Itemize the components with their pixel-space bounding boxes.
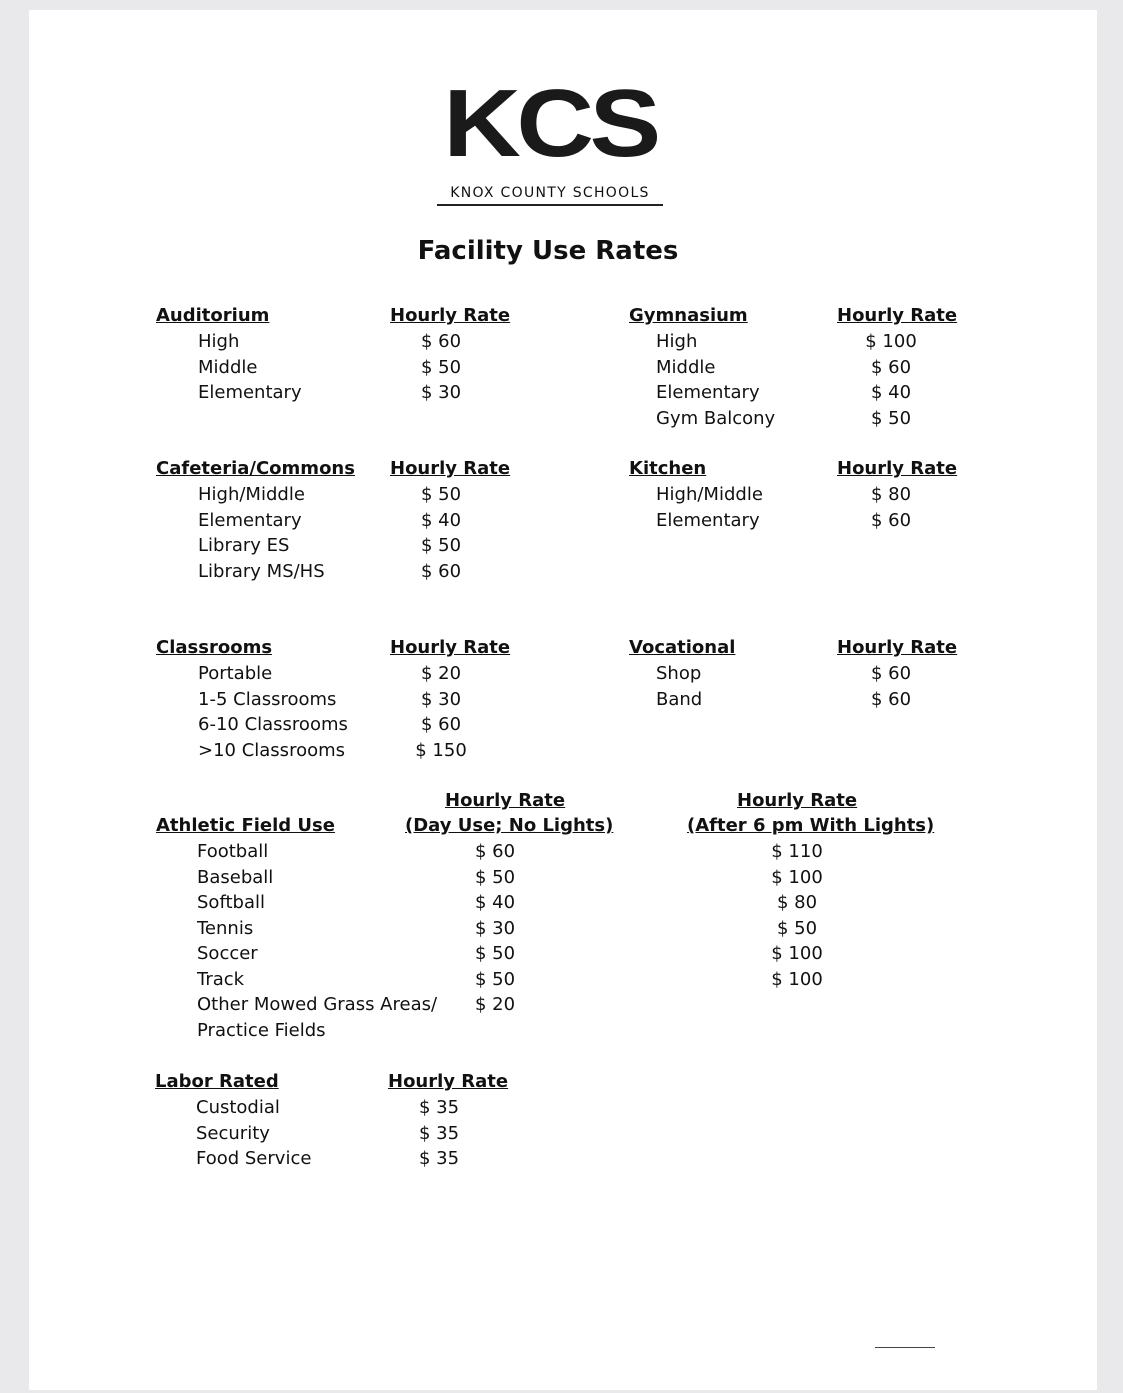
vocational-rates (858, 661, 924, 712)
list-item: Soccer (197, 943, 258, 964)
list-item: Library MS/HS (198, 560, 325, 582)
kitchen-items (656, 482, 763, 533)
rate-value: $ 30 (474, 917, 516, 939)
labor-items (196, 1095, 311, 1172)
rate-value: $ 60 (870, 663, 912, 684)
cafeteria-items (198, 482, 325, 584)
list-item: Elementary (198, 509, 302, 531)
rate-value: $ 60 (870, 509, 912, 531)
list-item: >10 Classrooms (198, 739, 346, 761)
list-item: 1-5 Classrooms (198, 688, 337, 710)
rate-value: $ 150 (415, 739, 467, 761)
list-item: High/Middle (656, 484, 763, 505)
athletic-day-rate-heading-1: Hourly Rate (445, 790, 566, 811)
rate-value: $ 30 (420, 688, 462, 710)
athletic-day-rate-heading-2: (Day Use; No Lights) (405, 815, 614, 836)
vocational-rate-heading: Hourly Rate (837, 637, 958, 658)
athletic-items (197, 839, 437, 1043)
rate-value: $ 60 (420, 714, 462, 735)
list-item: Football (197, 841, 269, 862)
kcs-logo (437, 70, 663, 206)
labor-rates (409, 1095, 469, 1172)
rate-value: $ 110 (771, 841, 823, 862)
kitchen-rates (858, 482, 924, 533)
page-title: Facility Use Rates (417, 236, 679, 266)
gymnasium-heading: Gymnasium (629, 305, 748, 326)
gymnasium-rate-heading: Hourly Rate (837, 305, 958, 326)
rate-value: $ 50 (474, 866, 516, 888)
rate-value: $ 20 (420, 663, 462, 684)
rate-value: $ 50 (870, 407, 912, 429)
rate-value: $ 100 (771, 968, 823, 990)
rate-value: $ 35 (418, 1097, 460, 1118)
labor-heading: Labor Rated (155, 1071, 279, 1092)
athletic-night-rate-heading-2: (After 6 pm With Lights) (687, 815, 935, 836)
rate-value: $ 20 (474, 994, 516, 1015)
list-item: Custodial (196, 1097, 280, 1118)
gymnasium-items (656, 329, 775, 431)
athletic-night-rate-heading-1: Hourly Rate (737, 790, 858, 811)
rate-value: $ 35 (418, 1148, 460, 1169)
cafeteria-rates (411, 482, 471, 584)
list-item: Other Mowed Grass Areas/ (197, 994, 438, 1015)
list-item: Library ES (198, 535, 290, 556)
rate-value: $ 60 (420, 560, 462, 582)
list-item: High (656, 331, 698, 352)
rate-value: $ 60 (870, 688, 912, 710)
rate-value: $ 100 (771, 943, 823, 964)
rate-value: $ 100 (771, 866, 823, 888)
rate-value: $ 40 (870, 382, 912, 403)
list-item: Practice Fields (197, 1019, 326, 1041)
list-item: 6-10 Classrooms (198, 714, 348, 735)
classrooms-rates (411, 661, 471, 763)
list-item: Middle (198, 356, 258, 378)
list-item: Security (196, 1122, 270, 1144)
gymnasium-rates (858, 329, 924, 431)
list-item: Tennis (197, 917, 254, 939)
rate-value: $ 60 (474, 841, 516, 862)
logo-subtitle: KNOX COUNTY SCHOOLS (437, 182, 663, 206)
list-item: Food Service (196, 1148, 312, 1169)
list-item: Band (656, 688, 703, 710)
classrooms-heading: Classrooms (156, 637, 273, 658)
cafeteria-rate-heading: Hourly Rate (390, 458, 511, 479)
athletic-night-rates (762, 839, 832, 992)
rate-value: $ 35 (418, 1122, 460, 1144)
vocational-heading: Vocational (629, 637, 736, 658)
athletic-heading: Athletic Field Use (156, 815, 335, 836)
classrooms-rate-heading: Hourly Rate (390, 637, 511, 658)
list-item: Baseball (197, 866, 274, 888)
rate-value: $ 50 (420, 484, 462, 505)
auditorium-heading: Auditorium (156, 305, 270, 326)
rate-value: $ 80 (776, 892, 818, 913)
rate-value: $ 40 (420, 509, 462, 531)
list-item: Elementary (656, 382, 760, 403)
labor-rate-heading: Hourly Rate (388, 1071, 509, 1092)
list-item: Portable (198, 663, 273, 684)
rate-value: $ 50 (776, 917, 818, 939)
list-item: Middle (656, 356, 716, 378)
cafeteria-heading: Cafeteria/Commons (156, 458, 355, 479)
document-page (29, 10, 1097, 1390)
rate-value: $ 50 (474, 943, 516, 964)
list-item: Gym Balcony (656, 407, 776, 429)
rate-value: $ 50 (474, 968, 516, 990)
list-item: Softball (197, 892, 265, 913)
rate-value: $ 100 (865, 331, 917, 352)
rate-value: $ 60 (870, 356, 912, 378)
footer-divider (875, 1347, 935, 1348)
rate-value: $ 40 (474, 892, 516, 913)
athletic-day-rates (465, 839, 525, 1018)
list-item: High/Middle (198, 484, 305, 505)
auditorium-rate-heading: Hourly Rate (390, 305, 511, 326)
vocational-items (656, 661, 702, 712)
list-item: Shop (656, 663, 702, 684)
rate-value: $ 50 (420, 535, 462, 556)
classrooms-items (198, 661, 348, 763)
logo-mark: KCS (443, 70, 657, 177)
rate-value: $ 80 (870, 484, 912, 505)
list-item: Track (197, 968, 245, 990)
list-item: Elementary (198, 382, 302, 403)
rate-value: $ 60 (420, 331, 462, 352)
list-item: High (198, 331, 240, 352)
rate-value: $ 30 (420, 382, 462, 403)
kitchen-rate-heading: Hourly Rate (837, 458, 958, 479)
auditorium-items (198, 329, 302, 406)
list-item: Elementary (656, 509, 760, 531)
auditorium-rates (411, 329, 471, 406)
kitchen-heading: Kitchen (629, 458, 707, 479)
rate-value: $ 50 (420, 356, 462, 378)
